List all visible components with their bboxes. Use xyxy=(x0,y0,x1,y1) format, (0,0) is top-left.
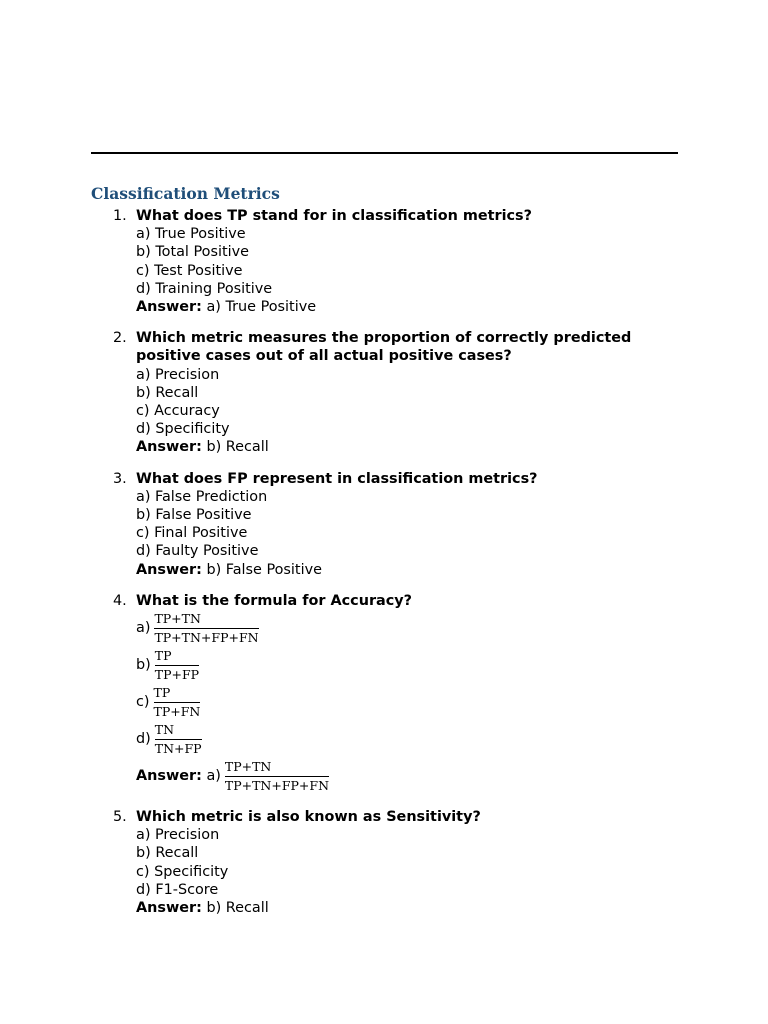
numerator: TP xyxy=(153,685,171,701)
answer-label: Answer: xyxy=(136,900,202,917)
answer-label: Answer: xyxy=(136,439,202,456)
question-text: What is the formula for Accuracy? xyxy=(136,592,413,609)
option-a: a) Precision xyxy=(136,827,220,844)
fraction xyxy=(225,759,329,794)
question-number: 1. xyxy=(113,208,127,224)
option-b: b) Recall xyxy=(136,845,199,862)
option-c: c) Test Positive xyxy=(136,262,243,279)
option-letter: d) xyxy=(136,731,151,748)
option-c: c) Accuracy xyxy=(136,403,220,420)
question-text: What does TP stand for in classification metrics? xyxy=(136,208,532,224)
option-d: d) Training Positive xyxy=(136,280,273,297)
fraction xyxy=(154,685,201,720)
answer-value: b) False Positive xyxy=(206,561,322,578)
question-2 xyxy=(0,329,666,456)
option-c: c) Final Positive xyxy=(136,525,248,542)
denominator: TN+FP xyxy=(154,741,202,757)
option-d: d) F1-Score xyxy=(136,881,219,898)
option-letter: c) xyxy=(136,694,150,711)
question-number: 3. xyxy=(113,470,127,487)
question-list xyxy=(0,207,768,930)
fraction xyxy=(154,611,258,646)
option-d: d) Specificity xyxy=(136,421,230,438)
numerator: TP+TN xyxy=(224,759,272,775)
answer-line xyxy=(136,298,666,316)
answer-line xyxy=(136,899,666,917)
denominator: TP+FP xyxy=(154,667,200,683)
numerator: TN xyxy=(154,722,175,738)
option-letter: b) xyxy=(136,657,151,674)
fraction xyxy=(155,648,199,683)
option-c: c) Specificity xyxy=(136,863,229,880)
question-4 xyxy=(0,592,666,795)
option-d xyxy=(136,721,666,758)
option-c xyxy=(136,684,666,721)
denominator: TP+TN+FP+FN xyxy=(224,778,330,794)
answer-label: Answer: xyxy=(136,768,202,785)
horizontal-rule xyxy=(91,152,678,154)
answer-label: Answer: xyxy=(136,561,202,578)
option-b xyxy=(136,647,666,684)
answer-line xyxy=(136,561,666,579)
question-text: Which metric is also known as Sensitivity? xyxy=(136,809,481,826)
answer-value: a) True Positive xyxy=(206,299,317,316)
question-5 xyxy=(0,808,666,917)
fraction xyxy=(155,722,202,757)
question-text: Which metric measures the proportion of correctly predicted positive cases out of all actual positive cases? xyxy=(136,330,632,365)
question-3 xyxy=(0,470,666,579)
answer-line xyxy=(136,438,666,456)
section-title: Classification Metrics xyxy=(91,184,280,203)
answer-letter: a) xyxy=(206,768,221,785)
option-a: a) Precision xyxy=(136,366,220,383)
question-number: 4. xyxy=(113,592,127,609)
answer-line xyxy=(136,758,666,795)
option-b: b) Recall xyxy=(136,384,199,401)
option-a xyxy=(136,610,666,647)
option-b: b) Total Positive xyxy=(136,244,249,261)
question-1 xyxy=(0,207,666,316)
answer-value: b) Recall xyxy=(206,900,269,917)
answer-label: Answer: xyxy=(136,299,202,316)
option-a: a) False Prediction xyxy=(136,488,268,505)
answer-value: b) Recall xyxy=(206,439,269,456)
denominator: TP+FN xyxy=(153,704,201,720)
option-d: d) Faulty Positive xyxy=(136,543,259,560)
numerator: TP xyxy=(154,648,172,664)
numerator: TP+TN xyxy=(154,611,201,627)
question-number: 2. xyxy=(113,330,127,347)
option-b: b) False Positive xyxy=(136,507,252,524)
question-text: What does FP represent in classification metrics? xyxy=(136,470,538,487)
option-letter: a) xyxy=(136,620,151,637)
denominator: TP+TN+FP+FN xyxy=(154,630,259,646)
question-number: 5. xyxy=(113,809,127,826)
option-a: a) True Positive xyxy=(136,226,246,243)
